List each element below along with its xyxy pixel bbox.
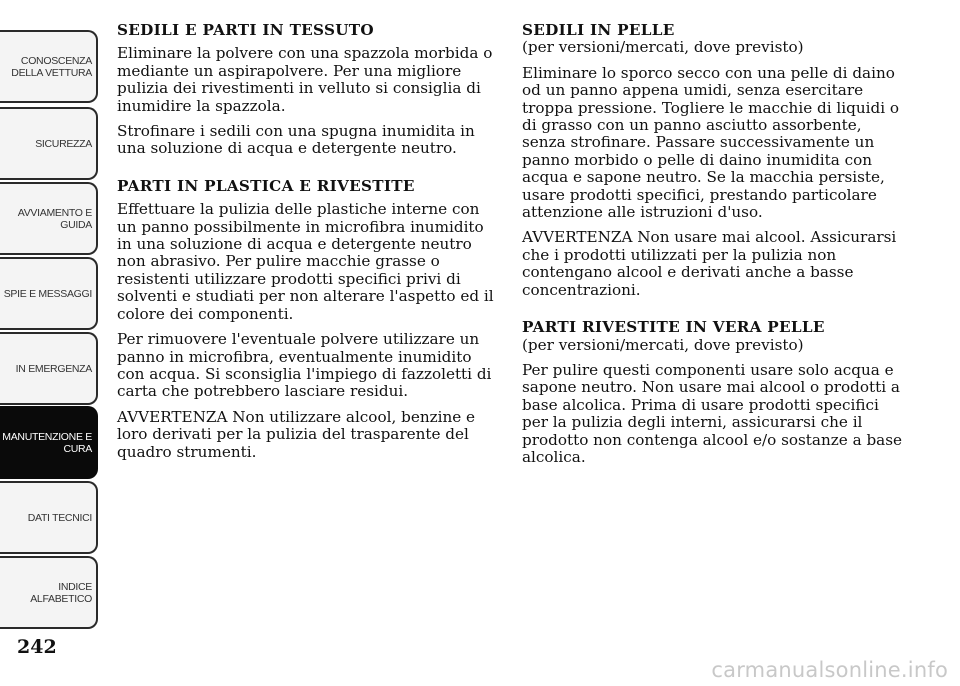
tab-conoscenza-della-vettura[interactable]: CONOSCENZA DELLA VETTURA: [0, 30, 98, 103]
tab-avviamento-e-guida[interactable]: AVVIAMENTO E GUIDA: [0, 182, 98, 255]
tab-indice-alfabetico[interactable]: INDICE ALFABETICO: [0, 556, 98, 629]
paragraph: Per pulire questi componenti usare solo acqua e sapone neutro. Non usare mai alcool o prodotti a base alcolica. Prima di usare prodotti specifici per la pulizia degli interni, assicurarsi che il prodotto non contenga alcool e/o sostanze a base alcolica.: [522, 360, 903, 466]
section-subheading: (per versioni/mercati, dove previsto): [522, 335, 804, 354]
section-subheading: (per versioni/mercati, dove previsto): [522, 38, 804, 57]
warning-note: AVVERTENZA Non utilizzare alcool, benzine e loro derivati per la pulizia del trasparente del quadro strumenti.: [117, 407, 476, 461]
section-heading-sedili-tessuto: SEDILI E PARTI IN TESSUTO: [117, 21, 374, 39]
paragraph: Strofinare i sedili con una spugna inumidita in una soluzione di acqua e detergente neutro.: [117, 122, 475, 158]
tab-in-emergenza[interactable]: IN EMERGENZA: [0, 332, 98, 405]
paragraph: Eliminare la polvere con una spazzola morbida o mediante un aspirapolvere. Per una migliore pulizia dei rivestimenti in velluto si consiglia di inumidire la spazzola.: [117, 44, 493, 115]
section-heading-parti-plastica: PARTI IN PLASTICA E RIVESTITE: [117, 176, 415, 195]
section-heading-sedili-pelle: SEDILI IN PELLE: [522, 21, 675, 39]
page-number: 242: [17, 636, 57, 658]
section-heading-vera-pelle: PARTI RIVESTITE IN VERA PELLE: [522, 318, 825, 337]
warning-note: AVVERTENZA Non usare mai alcool. Assicurarsi che i prodotti utilizzati per la pulizia non contengano alcool e derivati anche a basse concentrazioni.: [522, 228, 897, 299]
left-column: [117, 22, 497, 469]
right-column: [522, 22, 907, 474]
tab-manutenzione-e-cura[interactable]: MANUTENZIONE E CURA: [0, 406, 98, 479]
paragraph: Effettuare la pulizia delle plastiche interne con un panno possibilmente in microfibra inumidito in una soluzione di acqua e detergente neutro non abrasivo. Per pulire macchie grasse o resistenti utilizzare prodotti specifici privi di solventi e studiati per non alterare l'aspetto ed il colore dei componenti.: [117, 200, 494, 323]
paragraph: Eliminare lo sporco secco con una pelle di daino od un panno appena umidi, senza esercitare troppa pressione. Togliere le macchie di liquidi o di grasso con un panno asciutto assorbente, senza strofinare. Passare successivamente un panno morbido o pelle di daino inumidita con acqua e sapone neutro. Se la macchia persiste, usare prodotti specifici, prestando particolare attenzione alle istruzioni d'uso.: [522, 63, 900, 222]
watermark: carmanualsonline.info: [711, 658, 948, 682]
tab-dati-tecnici[interactable]: DATI TECNICI: [0, 481, 98, 554]
tab-spie-e-messaggi[interactable]: SPIE E MESSAGGI: [0, 257, 98, 330]
tab-sicurezza[interactable]: SICUREZZA: [0, 107, 98, 180]
paragraph: Per rimuovere l'eventuale polvere utilizzare un panno in microfibra, eventualmente inumidito con acqua. Si sconsiglia l'impiego di fazzoletti di carta che potrebbero lasciare residui.: [117, 330, 492, 401]
